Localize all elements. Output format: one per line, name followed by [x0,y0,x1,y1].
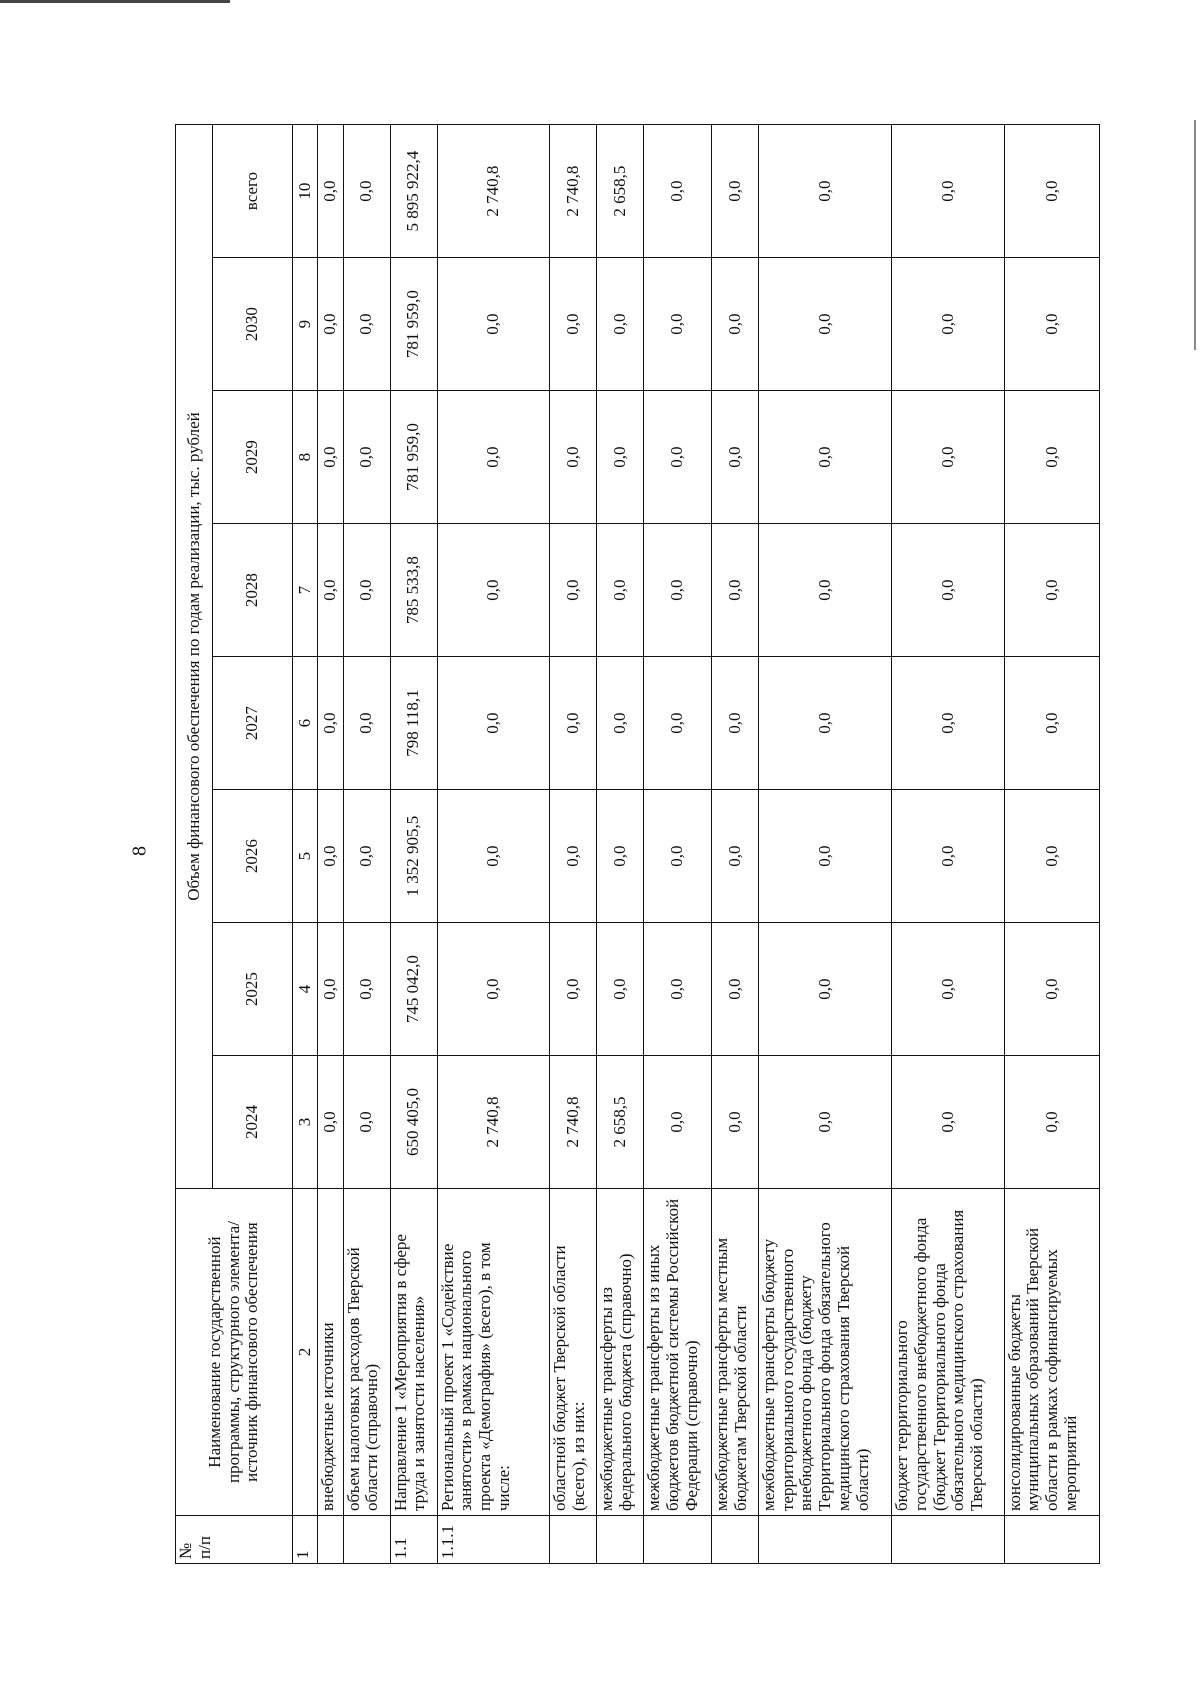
row-value: 0,0 [759,391,892,524]
row-value: 0,0 [1004,657,1099,790]
row-number [597,1516,644,1564]
row-number [318,1516,344,1564]
header-name: Наименование государственной программы, структурного элемента/источник финансового обеспечения [176,1189,293,1516]
header-year: 2024 [213,1056,293,1189]
table-body [318,125,1100,1564]
column-number: 5 [293,790,318,923]
row-name: межбюджетные трансферты из иных бюджетов бюджетной системы Российской Федерации (справочно) [644,1189,712,1516]
header-year: 2030 [213,258,293,391]
row-total: 0,0 [318,125,344,258]
row-number [712,1516,759,1564]
row-value: 0,0 [759,923,892,1056]
row-value: 781 959,0 [390,391,437,524]
row-value: 0,0 [343,391,390,524]
row-value: 0,0 [759,1056,892,1189]
row-value: 0,0 [318,258,344,391]
row-value: 0,0 [597,923,644,1056]
row-name: консолидированные бюджеты муниципальных образований Тверской области в рамках софинансируемых мероприятий [1004,1189,1099,1516]
row-name: областной бюджет Тверской области (всего), из них: [550,1189,597,1516]
financing-table [175,124,1100,1564]
header-year: 2027 [213,657,293,790]
row-value: 0,0 [712,524,759,657]
row-value: 0,0 [644,1056,712,1189]
header-total: всего [213,125,293,258]
row-value: 0,0 [644,258,712,391]
row-value: 0,0 [597,657,644,790]
row-value: 0,0 [318,1056,344,1189]
row-total: 0,0 [343,125,390,258]
row-value: 0,0 [343,1056,390,1189]
row-value: 0,0 [1004,790,1099,923]
header-year: 2026 [213,790,293,923]
row-value: 0,0 [759,258,892,391]
table-row [550,125,597,1564]
row-name: объем налоговых расходов Тверской области (справочно) [343,1189,390,1516]
header-year: 2029 [213,391,293,524]
row-value: 0,0 [892,1056,1005,1189]
row-value: 0,0 [318,391,344,524]
row-value: 0,0 [1004,391,1099,524]
row-value: 0,0 [597,790,644,923]
row-value: 0,0 [1004,258,1099,391]
row-value: 0,0 [892,258,1005,391]
row-number [759,1516,892,1564]
row-total: 2 740,8 [550,125,597,258]
row-name: межбюджетные трансферты из федерального бюджета (справочно) [597,1189,644,1516]
row-number [644,1516,712,1564]
row-value: 0,0 [1004,1056,1099,1189]
row-name: Региональный проект 1 «Содействие занятости» в рамках национального проекта «Демография» (всего), в том числе: [437,1189,550,1516]
row-value: 798 118,1 [390,657,437,790]
row-name: бюджет территориального государственного внебюджетного фонда (бюджет Территориального фонда обязательного медицинского страхования Тверской области) [892,1189,1005,1516]
header-num: № п/п [176,1516,293,1564]
row-value: 0,0 [892,524,1005,657]
row-value: 0,0 [597,258,644,391]
column-number: 9 [293,258,318,391]
row-value: 0,0 [343,258,390,391]
header-year: 2025 [213,923,293,1056]
row-value: 0,0 [437,657,550,790]
header-year: 2028 [213,524,293,657]
row-value: 1 352 905,5 [390,790,437,923]
row-number [550,1516,597,1564]
row-value: 0,0 [343,657,390,790]
header-volume: Объем финансового обеспечения по годам реализации, тыс. рублей [176,125,213,1189]
row-value: 0,0 [892,391,1005,524]
row-value: 0,0 [892,923,1005,1056]
row-value: 0,0 [318,790,344,923]
column-number: 2 [293,1189,318,1516]
table-row [343,125,390,1564]
row-total: 2 740,8 [437,125,550,258]
row-value: 0,0 [644,923,712,1056]
table-row [1004,125,1099,1564]
row-value: 0,0 [712,923,759,1056]
row-number: 1.1.1 [437,1516,550,1564]
table-row [759,125,892,1564]
row-value: 0,0 [759,790,892,923]
column-number: 6 [293,657,318,790]
row-value: 0,0 [437,923,550,1056]
row-value: 0,0 [644,790,712,923]
row-value: 0,0 [343,790,390,923]
row-value: 0,0 [1004,524,1099,657]
row-value: 2 658,5 [597,1056,644,1189]
column-number: 3 [293,1056,318,1189]
row-value: 0,0 [550,524,597,657]
row-total: 0,0 [759,125,892,258]
table-row [390,125,437,1564]
row-number [892,1516,1005,1564]
row-value: 0,0 [550,258,597,391]
row-value: 0,0 [343,524,390,657]
row-value: 650 405,0 [390,1056,437,1189]
row-value: 0,0 [437,391,550,524]
row-total: 0,0 [1004,125,1099,258]
row-value: 0,0 [644,657,712,790]
row-value: 0,0 [343,923,390,1056]
row-name: межбюджетные трансферты бюджету территориального государственного внебюджетного фонда (бюджету Территориального фонда обязательного медицинского страхования Тверской области) [759,1189,892,1516]
rotated-table-container [175,124,1100,1564]
row-value: 0,0 [550,923,597,1056]
row-number [1004,1516,1099,1564]
row-value: 2 740,8 [550,1056,597,1189]
table-row [644,125,712,1564]
row-value: 0,0 [712,1056,759,1189]
row-value: 0,0 [759,657,892,790]
row-total: 0,0 [892,125,1005,258]
row-total: 0,0 [644,125,712,258]
row-value: 0,0 [318,657,344,790]
row-value: 781 959,0 [390,258,437,391]
column-number: 1 [293,1516,318,1564]
column-number: 7 [293,524,318,657]
table-row [597,125,644,1564]
page-number: 8 [128,846,151,856]
row-value: 0,0 [597,391,644,524]
column-number: 8 [293,391,318,524]
row-name: Направление 1 «Мероприятия в сфере труда и занятости населения» [390,1189,437,1516]
row-value: 0,0 [550,391,597,524]
row-value: 0,0 [597,524,644,657]
row-value: 0,0 [437,258,550,391]
row-value: 0,0 [712,790,759,923]
column-number: 10 [293,125,318,258]
row-value: 0,0 [550,790,597,923]
row-value: 0,0 [437,524,550,657]
row-value: 0,0 [318,923,344,1056]
table-row [892,125,1005,1564]
row-total: 5 895 922,4 [390,125,437,258]
row-value: 0,0 [644,524,712,657]
row-value: 0,0 [712,657,759,790]
row-value: 0,0 [712,391,759,524]
row-value: 0,0 [892,790,1005,923]
row-value: 0,0 [437,790,550,923]
row-value: 0,0 [550,657,597,790]
row-value: 745 042,0 [390,923,437,1056]
row-number: 1.1 [390,1516,437,1564]
table-row [318,125,344,1564]
row-total: 2 658,5 [597,125,644,258]
table-row [437,125,550,1564]
row-value: 0,0 [644,391,712,524]
row-value: 0,0 [892,657,1005,790]
row-value: 0,0 [318,524,344,657]
row-value: 0,0 [759,524,892,657]
scan-edge-mark [0,0,230,3]
column-number: 4 [293,923,318,1056]
row-name: внебюджетные источники [318,1189,344,1516]
row-total: 0,0 [712,125,759,258]
row-value: 0,0 [712,258,759,391]
row-value: 785 533,8 [390,524,437,657]
table-header [176,125,318,1564]
row-value: 2 740,8 [437,1056,550,1189]
row-value: 0,0 [1004,923,1099,1056]
row-number [343,1516,390,1564]
table-row [712,125,759,1564]
row-name: межбюджетные трансферты местным бюджетам Тверской области [712,1189,759,1516]
scan-edge-mark [1194,120,1196,350]
